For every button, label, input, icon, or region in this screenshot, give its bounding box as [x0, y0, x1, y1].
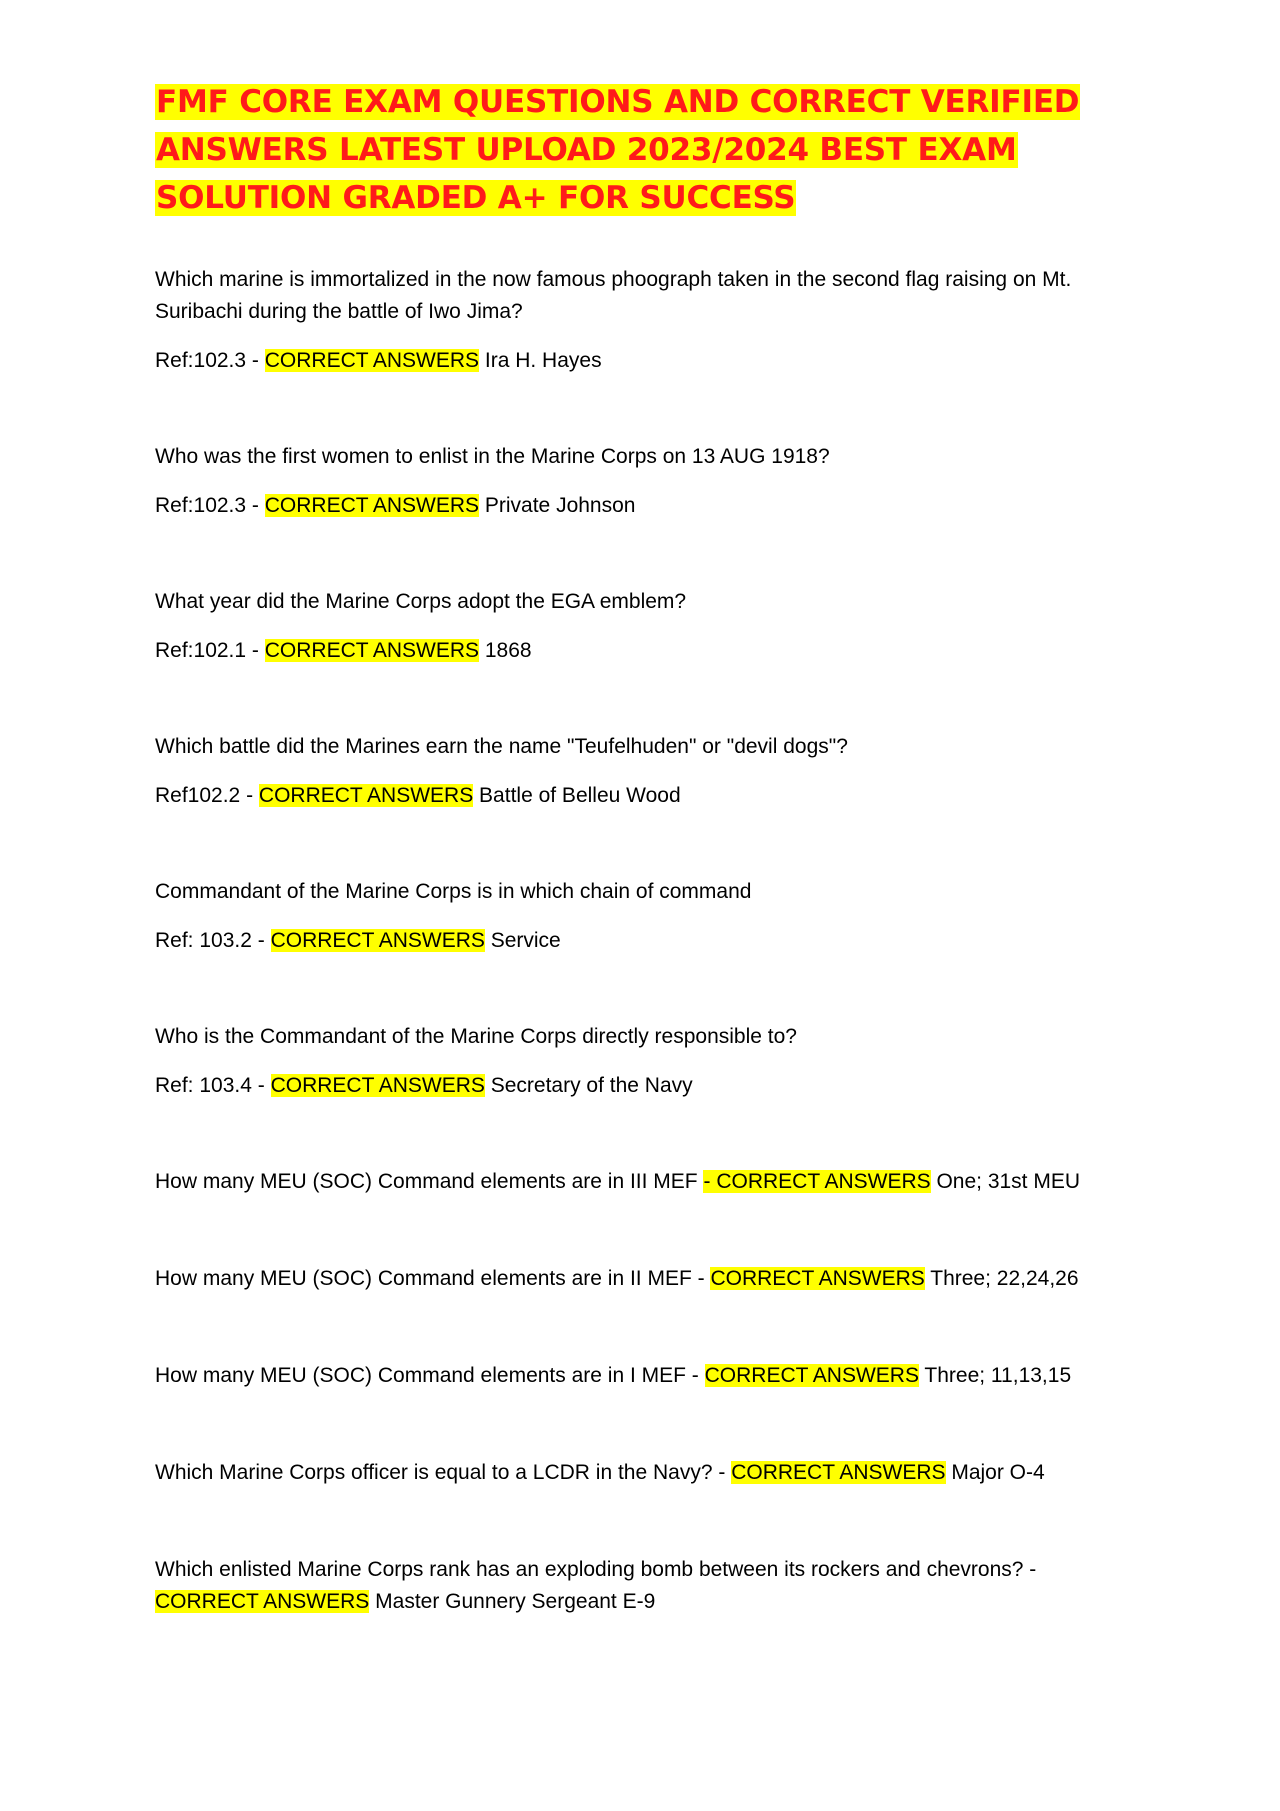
- qa-list: [155, 264, 1125, 1618]
- ref-text: Ref: 103.2 -: [155, 929, 271, 952]
- answer-text: Private Johnson: [479, 494, 636, 517]
- qa-item: [155, 1021, 1125, 1102]
- qa-item: [155, 264, 1125, 377]
- answer-line: [155, 1070, 1125, 1102]
- answer-line: [155, 925, 1125, 957]
- qa-inline-item: [155, 1457, 1125, 1489]
- answer-text: Service: [484, 929, 561, 952]
- answer-text: Ira H. Hayes: [479, 349, 602, 372]
- ref-text: Ref:102.3 -: [155, 494, 265, 517]
- answer-line: [155, 635, 1125, 667]
- correct-answers-tag: CORRECT ANSWERS: [704, 1364, 919, 1387]
- answer-text: Three; 11,13,15: [918, 1364, 1072, 1387]
- question-text: How many MEU (SOC) Command elements are in I MEF -: [155, 1364, 705, 1387]
- answer-text: Battle of Belleu Wood: [473, 784, 681, 807]
- correct-answers-tag: CORRECT ANSWERS: [258, 784, 474, 807]
- title-text: FMF CORE EXAM QUESTIONS AND CORRECT VERIFIED ANSWERS LATEST UPLOAD 2023/2024 BEST EXAM SOLUTION GRADED A+ FOR SUCCESS: [156, 84, 1080, 216]
- correct-answers-tag: CORRECT ANSWERS: [716, 1170, 931, 1193]
- question-text: How many MEU (SOC) Command elements are in III MEF: [155, 1170, 704, 1193]
- correct-answers-tag: CORRECT ANSWERS: [710, 1267, 925, 1290]
- question-text: Which battle did the Marines earn the name "Teufelhuden" or "devil dogs"?: [155, 735, 848, 758]
- qa-inline-item: [155, 1166, 1125, 1198]
- question-text: Who is the Commandant of the Marine Corps directly responsible to?: [155, 1025, 797, 1048]
- answer-text: Secretary of the Navy: [484, 1074, 693, 1097]
- correct-answers-tag: CORRECT ANSWERS: [270, 1074, 485, 1097]
- question-text: How many MEU (SOC) Command elements are in II MEF -: [155, 1267, 711, 1290]
- correct-answers-tag: CORRECT ANSWERS: [731, 1461, 946, 1484]
- answer-dash: -: [703, 1170, 717, 1193]
- ref-text: Ref: 103.4 -: [155, 1074, 271, 1097]
- qa-inline-item: [155, 1554, 1125, 1618]
- answer-line: [155, 780, 1125, 812]
- answer-line: [155, 345, 1125, 377]
- ref-text: Ref102.2 -: [155, 784, 259, 807]
- document-title: [155, 78, 1155, 222]
- answer-text: Master Gunnery Sergeant E-9: [369, 1590, 656, 1613]
- qa-item: [155, 731, 1125, 812]
- correct-answers-tag: CORRECT ANSWERS: [264, 349, 480, 372]
- qa-item: [155, 441, 1125, 522]
- qa-item: [155, 876, 1125, 957]
- question-text: Who was the first women to enlist in the Marine Corps on 13 AUG 1918?: [155, 445, 830, 468]
- ref-text: Ref:102.1 -: [155, 639, 265, 662]
- correct-answers-tag: CORRECT ANSWERS: [270, 929, 485, 952]
- ref-text: Ref:102.3 -: [155, 349, 265, 372]
- correct-answers-tag: CORRECT ANSWERS: [155, 1590, 370, 1613]
- correct-answers-tag: CORRECT ANSWERS: [264, 639, 480, 662]
- question-text: Which enlisted Marine Corps rank has an exploding bomb between its rockers and chevrons? -: [155, 1558, 1037, 1581]
- question-text: Which marine is immortalized in the now famous phoograph taken in the second flag raising on Mt. Suribachi during the battle of Iwo Jima?: [155, 268, 1072, 323]
- answer-line: [155, 490, 1125, 522]
- answer-text: Three; 22,24,26: [924, 1267, 1079, 1290]
- answer-text: 1868: [479, 639, 532, 662]
- question-text: Commandant of the Marine Corps is in which chain of command: [155, 880, 752, 903]
- qa-inline-item: [155, 1360, 1125, 1392]
- qa-item: [155, 586, 1125, 667]
- answer-text: One; 31st MEU: [930, 1170, 1081, 1193]
- question-text: Which Marine Corps officer is equal to a LCDR in the Navy? -: [155, 1461, 732, 1484]
- correct-answers-tag: CORRECT ANSWERS: [264, 494, 480, 517]
- qa-inline-item: [155, 1263, 1125, 1295]
- answer-text: Major O-4: [945, 1461, 1045, 1484]
- question-text: What year did the Marine Corps adopt the EGA emblem?: [155, 590, 687, 613]
